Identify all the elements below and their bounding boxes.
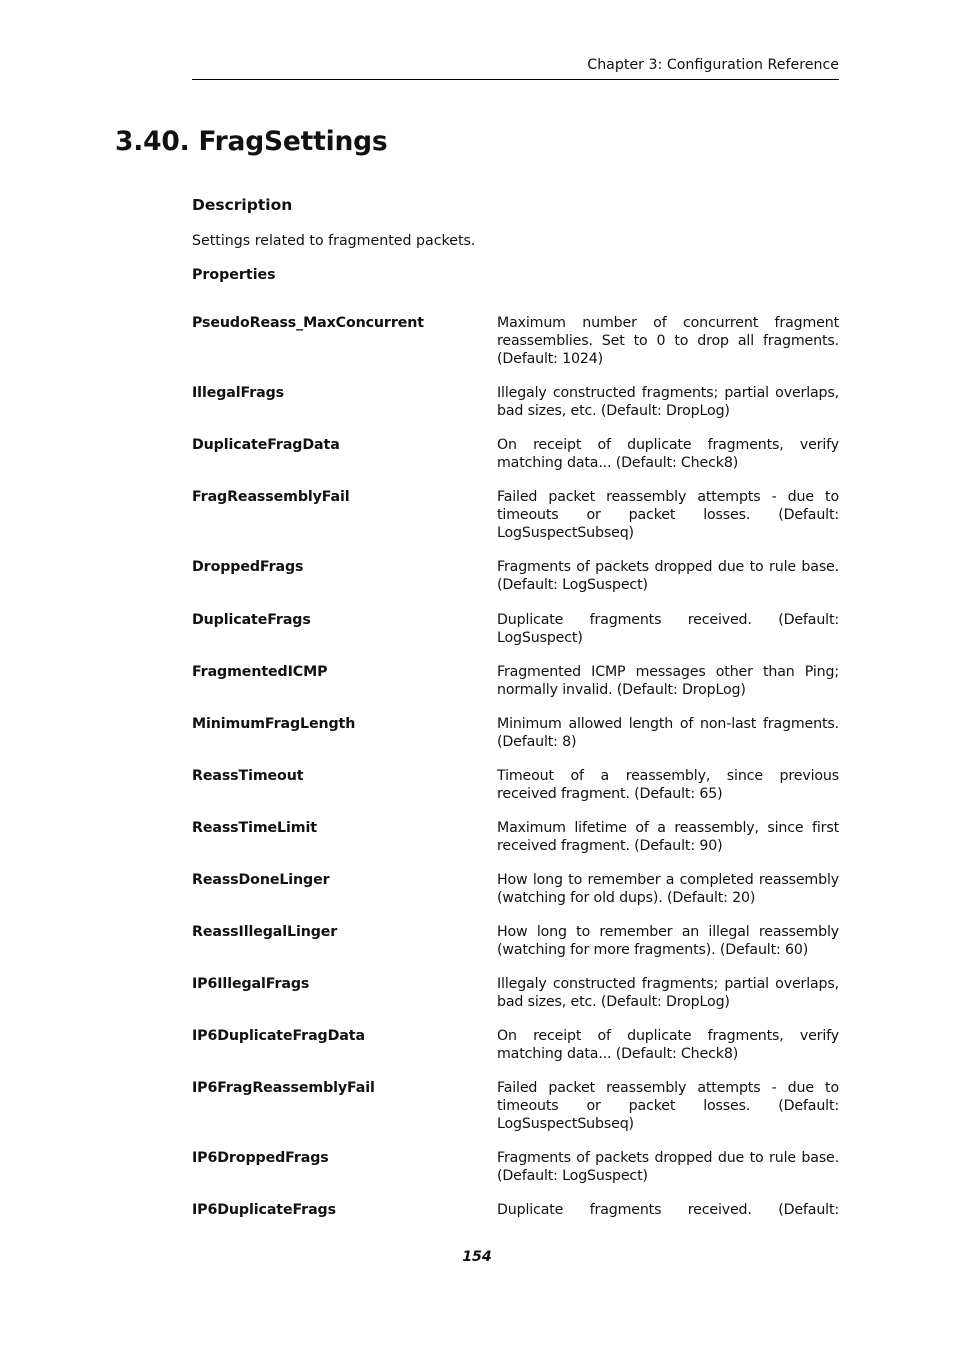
property-name: IP6FragReassemblyFail: [192, 1080, 375, 1096]
property-description: Maximum number of concurrent fragment reassemblies. Set to 0 to drop all fragments. (Default: 1024): [497, 315, 839, 367]
description-heading: Description: [192, 196, 293, 214]
page-number: 154: [462, 1249, 492, 1265]
property-description: Duplicate fragments received. (Default:: [497, 1202, 839, 1218]
property-description: Timeout of a reassembly, since previous received fragment. (Default: 65): [497, 768, 839, 802]
property-name: ReassTimeLimit: [192, 820, 317, 836]
property-description: On receipt of duplicate fragments, verify matching data... (Default: Check8): [497, 437, 839, 471]
property-description: How long to remember a completed reassembly (watching for old dups). (Default: 20): [497, 872, 839, 906]
property-description: Fragmented ICMP messages other than Ping; normally invalid. (Default: DropLog): [497, 664, 839, 698]
property-name: DroppedFrags: [192, 559, 304, 575]
property-description: Duplicate fragments received. (Default: LogSuspect): [497, 612, 839, 646]
property-name: IP6IllegalFrags: [192, 976, 310, 992]
property-name: IP6DroppedFrags: [192, 1150, 329, 1166]
property-description: Minimum allowed length of non-last fragments. (Default: 8): [497, 716, 839, 750]
section-title: 3.40. FragSettings: [115, 126, 388, 157]
property-name: IP6DuplicateFrags: [192, 1202, 336, 1218]
property-name: DuplicateFrags: [192, 612, 311, 628]
property-name: FragmentedICMP: [192, 664, 328, 680]
property-name: ReassTimeout: [192, 768, 304, 784]
property-description: Failed packet reassembly attempts - due to timeouts or packet losses. (Default: LogSuspectSubseq): [497, 1080, 839, 1132]
property-description: How long to remember an illegal reassembly (watching for more fragments). (Default: 60): [497, 924, 839, 958]
property-name: ReassIllegalLinger: [192, 924, 338, 940]
property-description: Maximum lifetime of a reassembly, since first received fragment. (Default: 90): [497, 820, 839, 854]
property-description: Failed packet reassembly attempts - due to timeouts or packet losses. (Default: LogSuspectSubseq): [497, 489, 839, 541]
property-name: MinimumFragLength: [192, 716, 356, 732]
running-header: Chapter 3: Configuration Reference: [192, 55, 839, 80]
property-name: IP6DuplicateFragData: [192, 1028, 365, 1044]
property-name: PseudoReass_MaxConcurrent: [192, 315, 424, 331]
property-description: Fragments of packets dropped due to rule base. (Default: LogSuspect): [497, 559, 839, 593]
property-name: DuplicateFragData: [192, 437, 340, 453]
property-description: On receipt of duplicate fragments, verify matching data... (Default: Check8): [497, 1028, 839, 1062]
description-text: Settings related to fragmented packets.: [192, 233, 476, 249]
property-description: Illegaly constructed fragments; partial overlaps, bad sizes, etc. (Default: DropLog): [497, 385, 839, 419]
property-description: Illegaly constructed fragments; partial overlaps, bad sizes, etc. (Default: DropLog): [497, 976, 839, 1010]
property-name: IllegalFrags: [192, 385, 284, 401]
property-name: ReassDoneLinger: [192, 872, 330, 888]
property-name: FragReassemblyFail: [192, 489, 350, 505]
property-description: Fragments of packets dropped due to rule base. (Default: LogSuspect): [497, 1150, 839, 1184]
properties-heading: Properties: [192, 267, 276, 283]
